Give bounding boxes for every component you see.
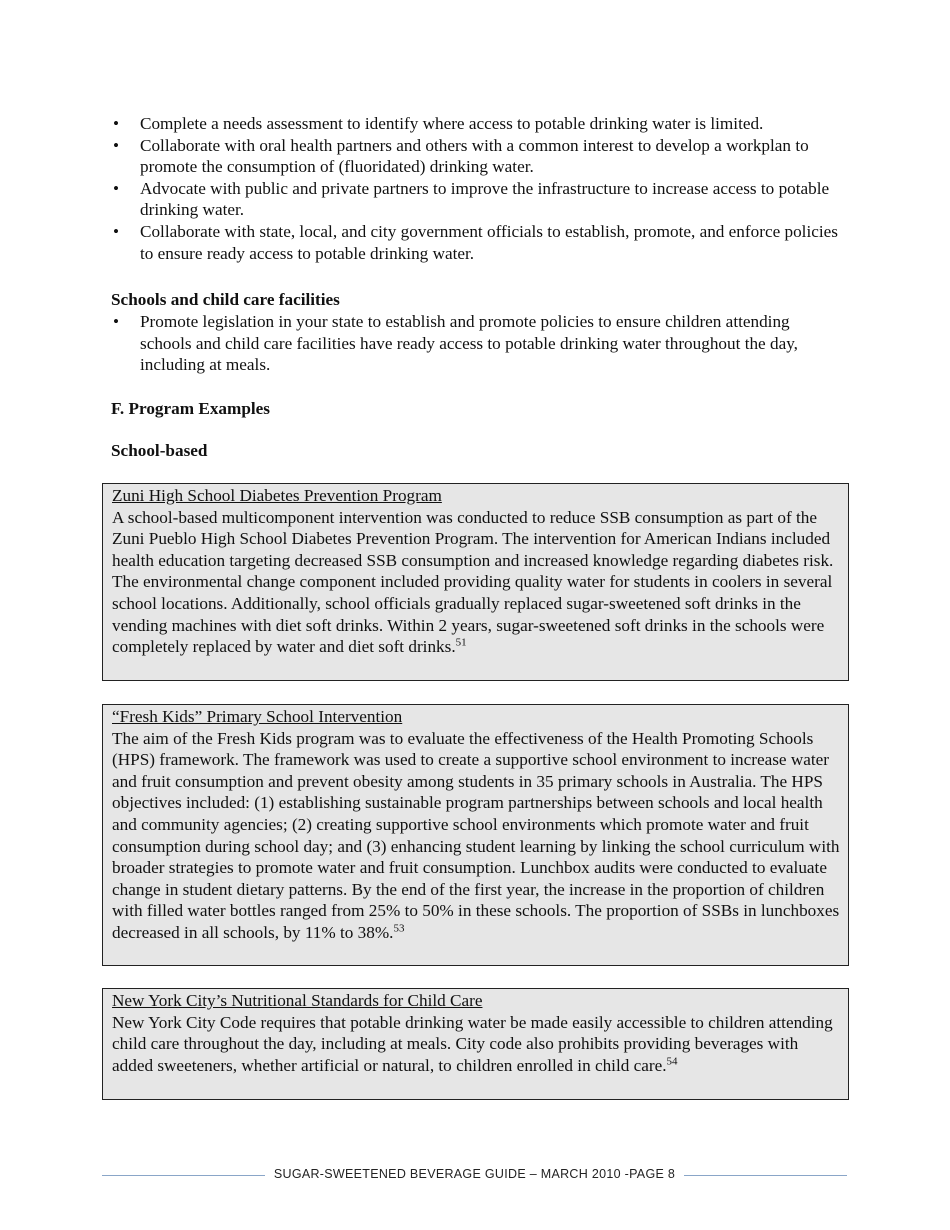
example-box-zuni (102, 483, 849, 681)
school-based-heading: School-based (111, 441, 208, 460)
bullet-item (111, 135, 851, 178)
reference-number: 53 (393, 922, 405, 935)
example-box-text: A school-based multicomponent intervention was conducted to reduce SSB consumption as part of the Zuni Pueblo High School Diabetes Prevention Program. The intervention for American Indians included health education targeting decreased SSB consumption and increased knowledge regarding diabetes risk. The environmental change component included providing quality water for students in coolers in several school locations. Additionally, school officials gradually replaced sugar-sweetened soft drinks in the vending machines with diet soft drinks. Within 2 years, sugar-sweetened soft drinks in the schools were completely replaced by water and diet soft drinks. (112, 507, 834, 657)
bullet-item (111, 221, 851, 264)
example-box-nyc-child-care (102, 988, 849, 1100)
example-box-title: “Fresh Kids” Primary School Intervention (112, 707, 403, 726)
example-box-text: New York City Code requires that potable drinking water be made easily accessible to children attending child care throughout the day, including at meals. City code also prohibits providing beverages with added sweeteners, whether artificial or natural, to children enrolled in child care. (112, 1012, 833, 1075)
bullet-item (111, 311, 801, 376)
example-box-text: The aim of the Fresh Kids program was to evaluate the effectiveness of the Health Promoting Schools (HPS) framework. The framework was used to create a supportive school environment to increase water and fruit consumption and prevent obesity among students in 35 primary schools in Australia. The HPS objectives included: (1) establishing sustainable program partnerships between schools and local health and community agencies; (2) creating supportive school environments which promote water and fruit consumption during school day; and (3) enhancing student learning by linking the school curriculum with broader strategies to promote water and fruit consumption. Lunchbox audits were conducted to evaluate change in student dietary patterns. By the end of the first year, the increase in the proportion of children with filled water bottles ranged from 25% to 50% in these schools. The proportion of SSBs in lunchboxes decreased in all schools, by 11% to 38%. (112, 728, 840, 942)
example-box-title: Zuni High School Diabetes Prevention Program (112, 486, 442, 505)
bullet-icon: • (113, 178, 120, 198)
bullet-icon: • (113, 312, 120, 331)
bullet-item (111, 178, 851, 221)
program-examples-heading: F. Program Examples (111, 399, 270, 418)
reference-number: 54 (666, 1055, 678, 1068)
footer-rule-left (102, 1175, 265, 1176)
bullet-icon: • (113, 135, 120, 155)
bullet-text: Advocate with public and private partners to improve the infrastructure to increase access to potable drinking water. (140, 178, 830, 220)
footer-text: SUGAR-SWEETENED BEVERAGE GUIDE – MARCH 2010 -PAGE 8 (273, 1167, 676, 1182)
page-footer (102, 1164, 847, 1186)
water-access-bullet-list (111, 113, 851, 264)
bullet-item (111, 113, 851, 135)
bullet-text: Collaborate with state, local, and city government officials to establish, promote, and enforce policies to ensure ready access to potable drinking water. (140, 221, 838, 263)
example-box-body (112, 507, 840, 658)
bullet-text: Promote legislation in your state to establish and promote policies to ensure children attending schools and child care facilities have ready access to potable drinking water throughout the day, including at meals. (140, 312, 798, 375)
bullet-text: Collaborate with oral health partners and others with a common interest to develop a workplan to promote the consumption of (fluoridated) drinking water. (140, 135, 809, 177)
example-box-title: New York City’s Nutritional Standards for Child Care (112, 991, 483, 1010)
bullet-icon: • (113, 114, 120, 133)
example-box-body (112, 1012, 840, 1077)
bullet-text: Complete a needs assessment to identify where access to potable drinking water is limited. (140, 114, 764, 133)
schools-section-heading: Schools and child care facilities (111, 290, 340, 309)
bullet-icon: • (113, 221, 120, 241)
reference-number: 51 (455, 636, 467, 649)
example-box-body (112, 728, 840, 944)
footer-rule-right (684, 1175, 847, 1176)
example-box-fresh-kids (102, 704, 849, 966)
schools-bullet-list (111, 311, 801, 376)
